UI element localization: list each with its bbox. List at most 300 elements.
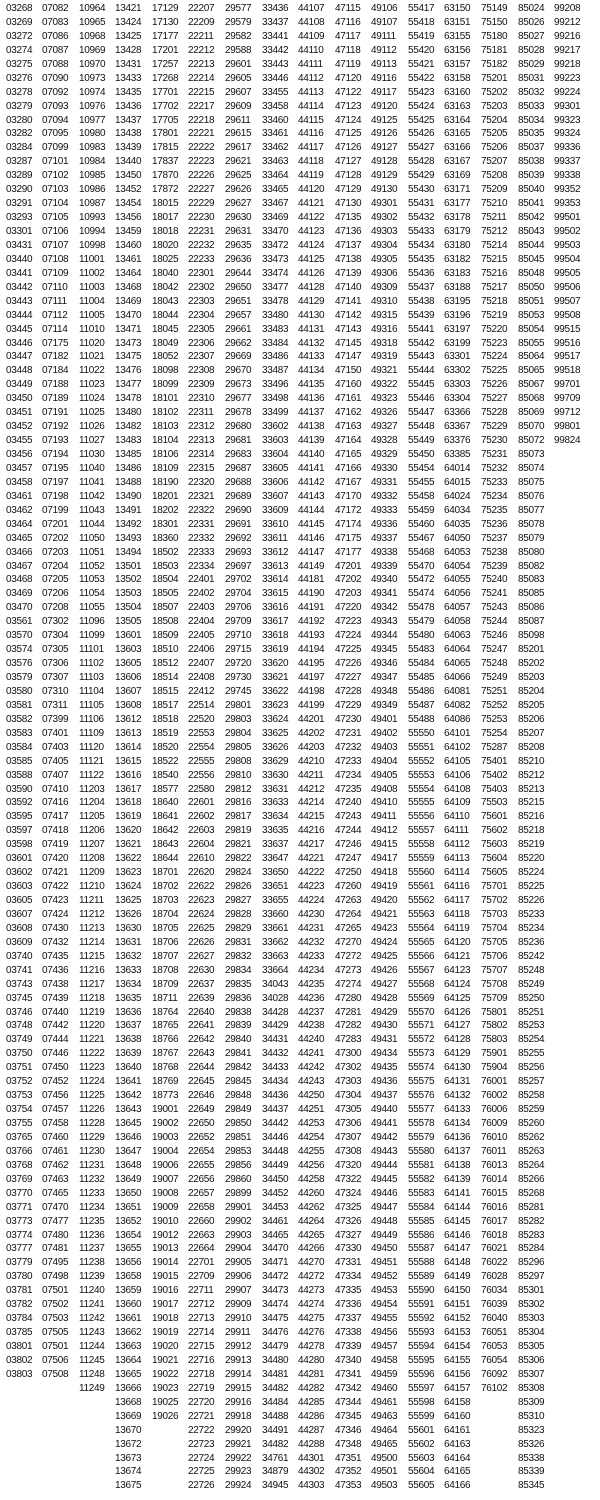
zip-column	[298, 2, 334, 1493]
zip-code-cell: 85033	[518, 100, 545, 112]
zip-code-cell: 47130	[335, 198, 362, 210]
zip-code-cell: 85260	[518, 1118, 545, 1129]
zip-code-cell: 63182	[444, 253, 471, 265]
zip-code-cell: 22230	[188, 212, 215, 224]
zip-code-cell: 11245	[79, 1354, 105, 1366]
zip-code-cell: 47308	[335, 1145, 362, 1157]
zip-code-cell: 55575	[408, 1076, 435, 1088]
zip-code-cell: 44129	[298, 295, 325, 307]
zip-code-cell: 11003	[79, 281, 105, 293]
zip-code-cell: 03740	[6, 950, 33, 962]
zip-code-cell: 44138	[298, 421, 325, 433]
zip-code-cell: 75253	[481, 713, 508, 725]
zip-code-cell: 22555	[188, 755, 215, 767]
zip-code-cell: 47330	[335, 1243, 362, 1255]
zip-code-cell: 75236	[481, 518, 508, 530]
zip-code-cell: 49127	[371, 142, 398, 154]
zip-code-cell: 85068	[518, 393, 545, 405]
zip-code-cell: 07082	[42, 3, 69, 14]
zip-code-cell: 33469	[262, 212, 289, 224]
zip-code-cell: 44144	[298, 504, 325, 516]
zip-code-cell: 49449	[371, 1229, 398, 1241]
zip-code-cell: 33647	[262, 853, 289, 865]
zip-code-cell: 85309	[518, 1396, 545, 1408]
zip-code-cell: 13464	[115, 267, 142, 279]
zip-code-cell: 76053	[481, 1341, 508, 1352]
zip-code-cell: 22405	[188, 630, 215, 642]
zip-code-cell: 55579	[408, 1131, 435, 1143]
zip-code-cell: 29617	[225, 142, 252, 154]
zip-code-cell: 07208	[42, 602, 69, 614]
zip-code-cell: 99505	[554, 267, 581, 279]
zip-code-cell: 55568	[408, 978, 435, 990]
zip-code-cell: 49461	[371, 1396, 398, 1408]
zip-code-cell: 29681	[225, 435, 252, 447]
zip-column	[408, 2, 444, 1493]
zip-code-cell: 10976	[79, 100, 106, 112]
zip-code-cell: 47231	[335, 727, 362, 739]
zip-code-cell: 34488	[262, 1410, 289, 1422]
zip-code-cell: 55488	[408, 713, 435, 725]
zip-code-cell: 63180	[444, 239, 471, 251]
zip-code-cell: 47135	[335, 212, 362, 224]
zip-code-cell: 29819	[225, 825, 252, 837]
zip-code-cell: 07461	[42, 1145, 69, 1157]
zip-code-cell: 49452	[371, 1271, 398, 1283]
zip-code-cell: 44194	[298, 644, 325, 656]
zip-code-cell: 64165	[444, 1466, 471, 1478]
zip-code-cell: 29689	[225, 490, 252, 502]
zip-code-cell: 47336	[335, 1299, 362, 1311]
zip-code-cell: 64113	[444, 853, 470, 865]
zip-code-cell: 03464	[6, 518, 33, 530]
zip-code-cell: 63197	[444, 323, 471, 335]
zip-code-cell: 29816	[225, 797, 252, 809]
zip-code-cell: 13483	[115, 435, 142, 447]
zip-code-cell: 22554	[188, 741, 215, 753]
zip-code-cell: 34479	[262, 1341, 289, 1352]
zip-code-cell: 85085	[518, 588, 545, 600]
zip-code-cell: 64108	[444, 783, 471, 795]
zip-code-cell: 34450	[262, 1173, 289, 1185]
zip-code-cell: 11022	[79, 365, 105, 377]
zip-code-cell: 22715	[188, 1341, 215, 1352]
zip-code-cell: 75220	[481, 323, 508, 335]
zip-code-cell: 64155	[444, 1354, 471, 1366]
zip-code-cell: 13471	[115, 323, 142, 335]
zip-code-cell: 03588	[6, 769, 33, 781]
zip-code-cell: 07083	[42, 16, 69, 28]
zip-code-cell: 22223	[188, 156, 215, 168]
zip-code-cell: 55445	[408, 379, 435, 391]
zip-code-cell: 29828	[225, 908, 252, 920]
zip-code-cell: 11216	[79, 964, 105, 976]
zip-code-cell: 49306	[371, 267, 398, 279]
zip-code-cell: 07206	[42, 588, 69, 600]
zip-code-cell: 85076	[518, 490, 545, 502]
zip-code-cell: 64148	[444, 1257, 471, 1269]
zip-code-cell: 75801	[481, 1006, 508, 1018]
zip-code-cell: 47229	[335, 699, 362, 711]
zip-code-cell: 47227	[335, 672, 362, 683]
zip-code-cell: 75224	[481, 351, 508, 363]
zip-code-cell: 29905	[225, 1257, 252, 1269]
zip-code-cell: 33477	[262, 281, 289, 293]
zip-code-cell: 99503	[554, 239, 581, 251]
zip-code-cell: 75181	[481, 44, 508, 56]
zip-code-cell: 03456	[6, 449, 33, 460]
zip-code-cell: 03444	[6, 309, 33, 321]
zip-code-cell: 64105	[444, 755, 471, 767]
zip-code-cell: 22214	[188, 72, 215, 84]
zip-code-cell: 47138	[335, 253, 362, 265]
zip-code-cell: 22232	[188, 239, 215, 251]
zip-code-cell: 11096	[79, 616, 105, 628]
zip-code-cell: 33624	[262, 713, 289, 725]
zip-code-cell: 47175	[335, 532, 362, 544]
zip-code-cell: 10984	[79, 156, 106, 168]
zip-code-cell: 33612	[262, 546, 289, 558]
zip-code-cell: 85045	[518, 253, 545, 265]
zip-code-cell: 22646	[188, 1090, 215, 1102]
zip-code-cell: 75235	[481, 504, 508, 516]
zip-code-cell: 13428	[115, 44, 142, 56]
zip-code-cell: 03280	[6, 114, 33, 126]
zip-code-cell: 75228	[481, 407, 508, 419]
zip-code-cell: 49107	[371, 16, 398, 28]
zip-code-cell: 03461	[6, 490, 33, 502]
zip-code-cell: 18025	[152, 253, 179, 265]
zip-code-cell: 55552	[408, 755, 435, 767]
zip-code-cell: 64035	[444, 518, 471, 530]
zip-code-cell: 44137	[298, 407, 325, 419]
zip-code-cell: 49327	[371, 421, 398, 433]
zip-code-cell: 29621	[225, 156, 252, 168]
zip-code-cell: 49348	[371, 685, 398, 697]
zip-code-cell: 63376	[444, 435, 471, 447]
zip-code-cell: 33630	[262, 769, 289, 781]
zip-code-cell: 07460	[42, 1131, 69, 1143]
zip-code-cell: 03282	[6, 128, 33, 140]
zip-code-cell: 85064	[518, 351, 545, 363]
zip-code-cell: 64055	[444, 574, 471, 586]
zip-code-cell: 29706	[225, 602, 252, 614]
zip-code-cell: 44146	[298, 532, 325, 544]
zip-code-cell: 33473	[262, 253, 289, 265]
zip-code-cell: 18510	[152, 644, 179, 656]
zip-code-cell: 49453	[371, 1285, 398, 1297]
zip-code-cell: 07481	[42, 1243, 69, 1255]
zip-code-cell: 47348	[335, 1438, 362, 1450]
zip-code-cell: 49427	[371, 978, 398, 990]
zip-code-cell: 49305	[371, 253, 398, 265]
zip-code-cell: 19012	[152, 1229, 179, 1241]
zip-code-cell: 75602	[481, 825, 508, 837]
zip-code-cell: 44217	[298, 839, 325, 851]
zip-code-cell: 13672	[115, 1438, 142, 1450]
zip-code-cell: 85305	[518, 1341, 545, 1352]
zip-code-cell: 03442	[6, 281, 33, 293]
zip-code-cell: 47346	[335, 1424, 362, 1436]
zip-code-cell: 13439	[115, 142, 142, 154]
zip-code-cell: 13641	[115, 1076, 142, 1088]
zip-code-cell: 55557	[408, 825, 435, 837]
zip-code-cell: 22312	[188, 421, 215, 433]
zip-code-cell: 64106	[444, 769, 471, 781]
zip-code-cell: 18769	[152, 1076, 179, 1088]
zip-code-cell: 07099	[42, 142, 69, 154]
zip-code-cell: 44123	[298, 226, 325, 237]
zip-code-cell: 99337	[554, 156, 581, 168]
zip-code-cell: 03780	[6, 1271, 33, 1283]
zip-code-cell: 44135	[298, 379, 325, 391]
zip-code-cell: 33621	[262, 672, 289, 683]
zip-code-cell: 76018	[481, 1229, 508, 1241]
zip-code-cell: 44111	[298, 58, 323, 70]
zip-code-cell: 03581	[6, 699, 33, 711]
zip-code-cell: 63188	[444, 281, 471, 293]
zip-code-cell: 49458	[371, 1354, 398, 1366]
zip-code-cell: 11214	[79, 936, 105, 948]
zip-code-cell: 11244	[79, 1341, 105, 1352]
zip-code-cell: 03455	[6, 435, 33, 447]
zip-code-cell: 18505	[152, 588, 179, 600]
zip-code-cell: 85032	[518, 86, 545, 98]
zip-code-cell: 63196	[444, 309, 471, 321]
zip-code-cell: 07456	[42, 1090, 69, 1102]
zip-code-cell: 33467	[262, 198, 289, 210]
zip-code-cell: 10968	[79, 30, 106, 42]
zip-code-cell: 47160	[335, 379, 362, 391]
zip-code-cell: 55562	[408, 895, 435, 906]
zip-code-cell: 29860	[225, 1173, 252, 1185]
zip-code-cell: 13645	[115, 1118, 142, 1129]
zip-code-cell: 99712	[554, 407, 581, 419]
zip-code-cell: 63158	[444, 72, 471, 84]
zip-code-cell: 18098	[152, 365, 179, 377]
zip-code-cell: 29702	[225, 574, 252, 586]
zip-code-cell: 13626	[115, 908, 142, 920]
zip-code-cell: 13625	[115, 895, 142, 906]
zip-code-cell: 11213	[79, 922, 105, 934]
zip-code-cell: 07440	[42, 1006, 69, 1018]
zip-code-cell: 76013	[481, 1159, 508, 1171]
zip-code-cell: 29920	[225, 1424, 252, 1436]
zip-code-cell: 44234	[298, 964, 325, 976]
zip-code-cell: 33635	[262, 825, 289, 837]
zip-code-cell: 75605	[481, 867, 508, 879]
zip-code-cell: 18711	[152, 992, 178, 1004]
zip-code-cell: 29817	[225, 811, 252, 823]
zip-code-cell: 55458	[408, 490, 435, 502]
zip-code-cell: 55424	[408, 100, 435, 112]
zip-code-cell: 49342	[371, 602, 398, 614]
zip-code-cell: 99824	[554, 435, 581, 447]
zip-code-cell: 18042	[152, 281, 179, 293]
zip-code-cell: 47165	[335, 449, 362, 460]
zip-code-cell: 13486	[115, 462, 142, 474]
zip-code-cell: 75603	[481, 839, 508, 851]
zip-code-cell: 22620	[188, 867, 215, 879]
zip-code-cell: 75231	[481, 449, 508, 460]
zip-code-cell: 07470	[42, 1201, 69, 1213]
zip-code-cell: 49429	[371, 1006, 398, 1018]
zip-code-cell: 85323	[518, 1424, 545, 1436]
zip-code-cell: 49443	[371, 1145, 398, 1157]
zip-code-cell: 11120	[79, 741, 104, 753]
zip-code-cell: 85345	[518, 1480, 545, 1492]
zip-code-cell: 99507	[554, 295, 581, 307]
zip-code-cell: 33620	[262, 658, 289, 670]
zip-code-cell: 07480	[42, 1229, 69, 1241]
zip-code-cell: 13621	[115, 839, 142, 851]
zip-code-cell: 13601	[115, 630, 142, 642]
zip-code-cell: 49426	[371, 964, 398, 976]
zip-code-cell: 03781	[6, 1285, 33, 1297]
zip-code-cell: 29911	[225, 1327, 251, 1339]
zip-code-cell: 47226	[335, 658, 362, 670]
zip-code-cell: 22212	[188, 44, 215, 56]
zip-code-cell: 49500	[371, 1452, 398, 1464]
zip-code-cell: 75904	[481, 1062, 508, 1074]
zip-code-cell: 64058	[444, 616, 471, 628]
zip-code-cell: 44272	[298, 1271, 325, 1283]
zip-code-cell: 85072	[518, 435, 545, 447]
zip-code-cell: 99338	[554, 170, 581, 182]
zip-code-cell: 44221	[298, 853, 325, 865]
zip-code-cell: 10977	[79, 114, 106, 126]
zip-code-cell: 22626	[188, 936, 215, 948]
zip-code-cell: 07446	[42, 1048, 69, 1060]
zip-code-cell: 44181	[298, 574, 325, 586]
zip-code-cell: 49106	[371, 3, 398, 14]
zip-code-cell: 22645	[188, 1076, 215, 1088]
zip-code-cell: 22221	[188, 128, 215, 140]
zip-code-cell: 64117	[444, 895, 470, 906]
zip-code-cell: 85079	[518, 532, 545, 544]
zip-code-cell: 03751	[6, 1062, 33, 1074]
zip-code-cell: 19019	[152, 1327, 179, 1339]
zip-code-cell: 85304	[518, 1327, 545, 1339]
zip-code-cell: 49415	[371, 839, 398, 851]
zip-code-cell: 22649	[188, 1104, 215, 1116]
zip-code-cell: 49465	[371, 1438, 398, 1450]
zip-code-cell: 29691	[225, 518, 252, 530]
zip-code-cell: 49112	[371, 44, 397, 56]
zip-code-cell: 49440	[371, 1104, 398, 1116]
zip-code-cell: 13478	[115, 393, 142, 405]
zip-code-cell: 17130	[152, 16, 179, 28]
zip-code-cell: 49410	[371, 797, 398, 809]
zip-code-cell: 10969	[79, 44, 106, 56]
zip-code-cell: 33486	[262, 351, 289, 363]
zip-code-cell: 64114	[444, 867, 470, 879]
zip-code-cell: 64154	[444, 1341, 471, 1352]
zip-code-cell: 47162	[335, 407, 362, 419]
zip-code-cell: 29849	[225, 1104, 252, 1116]
zip-code-cell: 34480	[262, 1354, 289, 1366]
zip-code-cell: 55564	[408, 922, 435, 934]
zip-code-cell: 29827	[225, 895, 252, 906]
zip-code-cell: 07417	[42, 811, 69, 823]
zip-code-cell: 44141	[298, 462, 325, 474]
zip-code-cell: 75705	[481, 936, 508, 948]
zip-code-cell: 55594	[408, 1341, 435, 1352]
zip-code-cell: 17815	[152, 142, 179, 154]
zip-code-cell: 47145	[335, 337, 362, 349]
zip-code-cell: 44241	[298, 1048, 325, 1060]
zip-code-cell: 55569	[408, 992, 435, 1004]
zip-code-cell: 64024	[444, 490, 471, 502]
zip-code-cell: 29693	[225, 546, 252, 558]
zip-code-cell: 22718	[188, 1368, 215, 1380]
zip-code-cell: 07416	[42, 797, 69, 809]
zip-code-cell: 55566	[408, 950, 435, 962]
zip-code-cell: 29906	[225, 1271, 252, 1283]
zip-code-cell: 47334	[335, 1271, 362, 1283]
zip-code-cell: 63156	[444, 44, 471, 56]
zip-code-cell: 44286	[298, 1410, 325, 1422]
zip-code-cell: 11225	[79, 1090, 105, 1102]
zip-code-cell: 07184	[42, 365, 69, 377]
zip-code-cell: 29627	[225, 198, 252, 210]
zip-code-cell: 49417	[371, 853, 398, 865]
zip-code-cell: 22604	[188, 839, 215, 851]
zip-code-cell: 44270	[298, 1257, 325, 1269]
zip-code-cell: 18540	[152, 769, 179, 781]
zip-code-cell: 55556	[408, 811, 435, 823]
zip-code-cell: 44201	[298, 713, 325, 725]
zip-code-cell: 03601	[6, 853, 33, 865]
zip-code-cell: 11235	[79, 1215, 105, 1227]
zip-code-cell: 13619	[115, 811, 142, 823]
zip-code-cell: 44223	[298, 881, 325, 893]
zip-code-cell: 13651	[115, 1201, 142, 1213]
zip-code-cell: 76006	[481, 1104, 508, 1116]
zip-code-cell: 03770	[6, 1187, 33, 1199]
zip-code-cell: 13663	[115, 1341, 142, 1352]
zip-code-cell: 34434	[262, 1076, 289, 1088]
zip-code-cell: 29661	[225, 323, 252, 335]
zip-code-cell: 63304	[444, 393, 471, 405]
zip-code-cell: 49421	[371, 908, 398, 920]
zip-code-cell: 44195	[298, 658, 325, 670]
zip-code-cell: 29836	[225, 992, 252, 1004]
zip-code-cell: 55460	[408, 518, 435, 530]
zip-code-cell: 33606	[262, 476, 289, 488]
zip-code-cell: 18043	[152, 295, 179, 307]
zip-code-cell: 11219	[79, 1006, 105, 1018]
zip-code-cell: 18514	[152, 672, 179, 683]
zip-code-cell: 64109	[444, 797, 471, 809]
zip-code-cell: 47166	[335, 462, 362, 474]
zip-code-cell: 22625	[188, 922, 215, 934]
zip-code-cell: 85098	[518, 630, 545, 642]
zip-code-cell: 13607	[115, 685, 142, 697]
zip-code-cell: 85078	[518, 518, 545, 530]
zip-code-cell: 75246	[481, 630, 508, 642]
zip-code-cell: 85301	[518, 1285, 545, 1297]
zip-code-cell: 47307	[335, 1131, 362, 1143]
zip-code-cell: 99516	[554, 337, 581, 349]
zip-code-cell: 49315	[371, 309, 398, 321]
zip-code-cell: 33441	[262, 30, 289, 42]
zip-code-cell: 22229	[188, 198, 215, 210]
zip-code-cell: 13638	[115, 1034, 142, 1046]
zip-code-cell: 29826	[225, 881, 252, 893]
zip-code-cell: 18517	[152, 699, 179, 711]
zip-code-cell: 49454	[371, 1299, 398, 1311]
